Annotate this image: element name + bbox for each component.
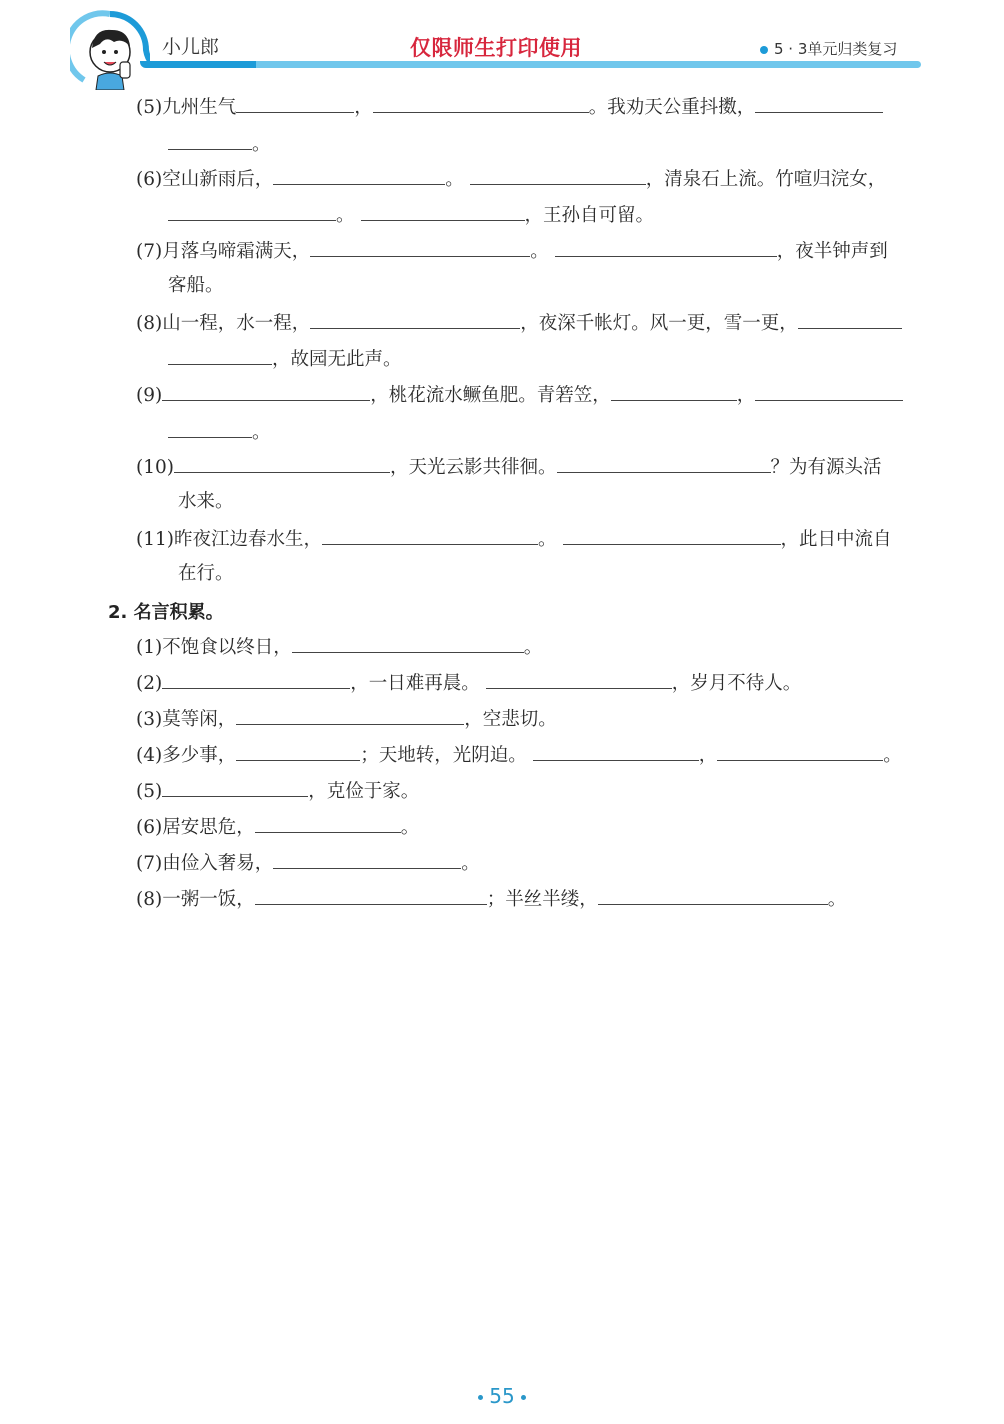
- answer-blank[interactable]: [162, 382, 370, 401]
- header-bar-light: [256, 61, 921, 68]
- answer-blank[interactable]: [310, 238, 530, 257]
- question-10: (10) ，天光云影共徘徊。 ？为有源头活: [136, 454, 882, 480]
- question-5: (5)九州生气 ， 。我劝天公重抖擞，: [136, 94, 883, 120]
- answer-blank[interactable]: [162, 670, 350, 689]
- answer-blank[interactable]: [322, 526, 538, 545]
- answer-blank[interactable]: [755, 382, 903, 401]
- answer-blank[interactable]: [598, 886, 828, 905]
- question-8-cont: ，故园无此声。: [168, 346, 402, 372]
- answer-blank[interactable]: [168, 202, 336, 221]
- quote-4: (4)多少事， ；天地转，光阴迫。 ， 。: [136, 742, 902, 768]
- quote-8: (8)一粥一饭， ；半丝半缕， 。: [136, 886, 846, 912]
- mascot-boy-icon: [70, 10, 150, 90]
- question-9-cont: 。: [168, 419, 271, 445]
- answer-blank[interactable]: [557, 454, 771, 473]
- answer-blank[interactable]: [755, 94, 883, 113]
- quote-2: (2) ，一日难再晨。 ，岁月不待人。: [136, 670, 801, 696]
- answer-blank[interactable]: [361, 202, 525, 221]
- answer-blank[interactable]: [255, 814, 401, 833]
- answer-blank[interactable]: [255, 886, 487, 905]
- answer-blank[interactable]: [292, 634, 524, 653]
- quote-6: (6)居安思危， 。: [136, 814, 419, 840]
- quote-5: (5) ，克俭于家。: [136, 778, 419, 804]
- question-11-cont: 在行。: [178, 563, 234, 584]
- answer-blank[interactable]: [798, 310, 902, 329]
- answer-blank[interactable]: [470, 166, 646, 185]
- page-number: 55: [0, 1384, 1004, 1408]
- answer-blank[interactable]: [611, 382, 737, 401]
- bullet-dot-icon: [478, 1395, 483, 1400]
- answer-blank[interactable]: [310, 310, 520, 329]
- bullet-dot-icon: [521, 1395, 526, 1400]
- question-11: (11)昨夜江边春水生， 。 ，此日中流自: [136, 526, 892, 552]
- page-header: [0, 0, 1004, 90]
- quote-1: (1)不饱食以终日， 。: [136, 634, 542, 660]
- question-9: (9) ，桃花流水鳜鱼肥。青箬笠， ，: [136, 382, 903, 408]
- answer-blank[interactable]: [273, 850, 461, 869]
- answer-blank[interactable]: [555, 238, 777, 257]
- question-7: (7)月落乌啼霜满天， 。 ，夜半钟声到: [136, 238, 888, 264]
- brand-name: 小儿郎: [162, 36, 220, 58]
- answer-blank[interactable]: [162, 778, 308, 797]
- question-6: (6)空山新雨后， 。 ，清泉石上流。竹喧归浣女，: [136, 166, 886, 192]
- unit-label: 5 · 3单元归类复习: [760, 38, 897, 59]
- answer-blank[interactable]: [174, 454, 390, 473]
- answer-blank[interactable]: [236, 742, 360, 761]
- question-10-cont: 水来。: [178, 491, 234, 512]
- answer-blank[interactable]: [168, 131, 252, 150]
- question-8: (8)山一程，水一程， ，夜深千帐灯。风一更，雪一更，: [136, 310, 902, 336]
- answer-blank[interactable]: [236, 94, 354, 113]
- answer-blank[interactable]: [563, 526, 781, 545]
- answer-blank[interactable]: [168, 346, 272, 365]
- answer-blank[interactable]: [168, 419, 252, 438]
- answer-blank[interactable]: [486, 670, 672, 689]
- answer-blank[interactable]: [273, 166, 445, 185]
- quote-3: (3)莫等闲， ，空悲切。: [136, 706, 557, 732]
- header-bar: [140, 61, 258, 68]
- quote-7: (7)由俭入奢易， 。: [136, 850, 480, 876]
- question-7-cont: 客船。: [168, 275, 224, 296]
- bullet-dot-icon: [760, 46, 768, 54]
- question-5-cont: 。: [168, 131, 271, 157]
- question-6-cont: 。 ，王孙自可留。: [168, 202, 654, 228]
- answer-blank[interactable]: [236, 706, 464, 725]
- answer-blank[interactable]: [373, 94, 589, 113]
- answer-blank[interactable]: [717, 742, 883, 761]
- section-title: 2. 名言积累。: [108, 602, 224, 623]
- restriction-notice: 仅限师生打印使用: [410, 36, 582, 60]
- answer-blank[interactable]: [533, 742, 699, 761]
